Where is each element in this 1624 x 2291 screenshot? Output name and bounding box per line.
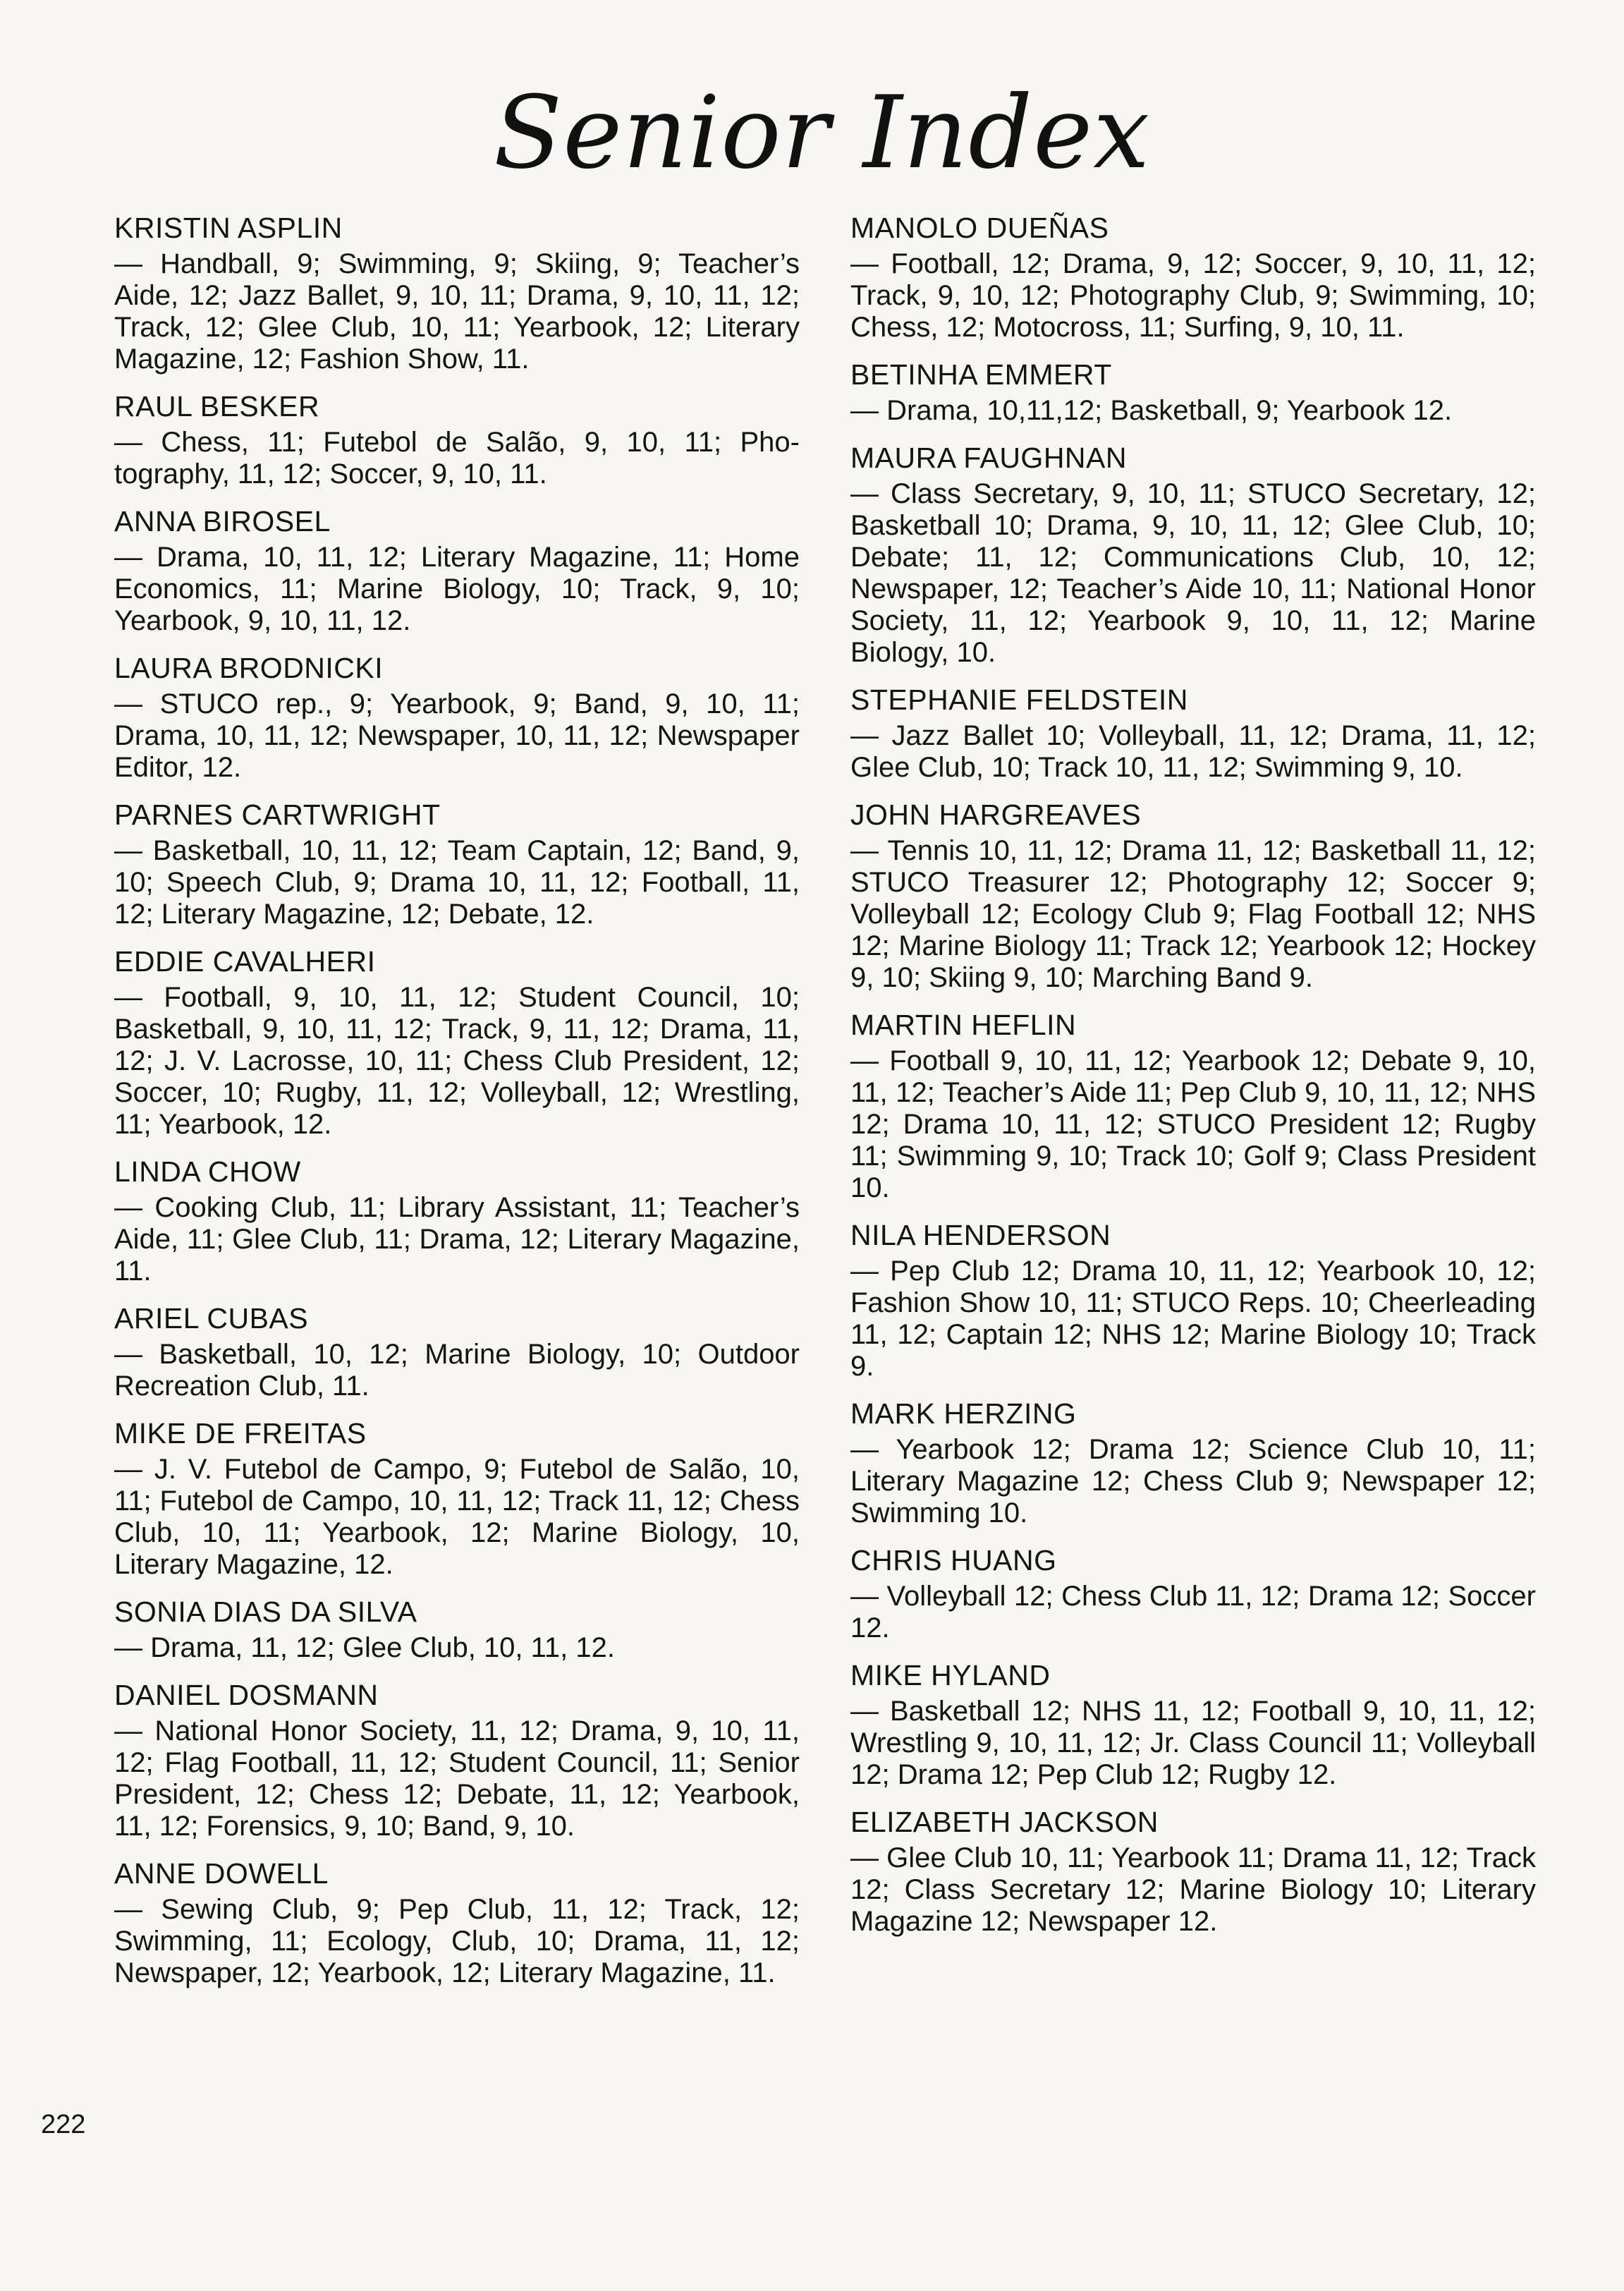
senior-activities: — STUCO rep., 9; Yearbook, 9; Band, 9, 10, 11; Drama, 10, 11, 12; Newspaper, 10, 11, 12; Newspaper Editor, 12. <box>114 688 800 783</box>
senior-activities: — Football, 9, 10, 11, 12; Student Council, 10; Basketball, 9, 10, 11, 12; Track, 9, 11, 12; Drama, 11, 12; J. V. Lacrosse, 10, 11; Chess Club President, 12; Soccer, 10; Rugby, 11, 12; Volleyball, 12; Wrestling, 11; Yearbook, 12. <box>114 982 800 1140</box>
senior-entry <box>114 1417 800 1581</box>
senior-entry <box>850 1397 1536 1529</box>
senior-entry <box>850 1806 1536 1938</box>
senior-activities: — Drama, 10, 11, 12; Literary Magazine, 11; Home Economics, 11; Marine Biology, 10; Track, 9, 10; Yearbook, 9, 10, 11, 12. <box>114 542 800 636</box>
senior-name: MAURA FAUGHNAN <box>850 442 1127 474</box>
senior-activities: — Drama, 10,11,12; Basketball, 9; Yearbook 12. <box>850 395 1453 426</box>
senior-name: LINDA CHOW <box>114 1155 301 1188</box>
senior-name: ARIEL CUBAS <box>114 1302 309 1335</box>
senior-activities: — Drama, 11, 12; Glee Club, 10, 11, 12. <box>114 1632 615 1663</box>
senior-activities: — Class Secretary, 9, 10, 11; STUCO Secretary, 12; Basketball 10; Drama, 9, 10, 11, 12; Glee Club, 10; Debate; 11, 12; Communications Club, 10, 12; Newspaper, 12; Teacher’s Aide 10, 11; National Honor Society, 11, 12; Yearbook 9, 10, 11, 12; Marine Biology, 10. <box>850 478 1536 668</box>
senior-name: BETINHA EMMERT <box>850 358 1112 391</box>
senior-activities: — Football 9, 10, 11, 12; Yearbook 12; Debate 9, 10, 11, 12; Teacher’s Aide 11; Pep Club 9, 10, 11, 12; NHS 12; Drama 10, 11, 12; STUCO President 12; Rugby 11; Swimming 9, 10; Track 10; Golf 9; Class President 10. <box>850 1045 1536 1203</box>
senior-name: ANNA BIROSEL <box>114 505 331 537</box>
senior-activities: — Basketball, 10, 12; Marine Biology, 10; Outdoor Recreation Club, 11. <box>114 1339 800 1402</box>
senior-entry <box>850 1544 1536 1644</box>
senior-entry <box>114 1857 800 1989</box>
senior-entry <box>114 652 800 784</box>
senior-activities: — J. V. Futebol de Campo, 9; Futebol de Salão, 10, 11; Futebol de Campo, 10, 11, 12; Track 11, 12; Chess Club, 10, 11; Yearbook, 12; Marine Biology, 10, Literary Magazine, 12. <box>114 1454 800 1580</box>
right-column <box>850 212 1536 1952</box>
senior-activities: — Sewing Club, 9; Pep Club, 11, 12; Track, 12; Swimming, 11; Ecology, Club, 10; Drama, 11, 12; Newspaper, 12; Yearbook, 12; Literary Magazine, 11. <box>114 1894 800 1988</box>
senior-activities: — Cooking Club, 11; Library Assistant, 11; Teacher’s Aide, 11; Glee Club, 11; Drama, 12; Literary Magazine, 11. <box>114 1192 800 1287</box>
senior-entry <box>850 683 1536 784</box>
senior-name: MARK HERZING <box>850 1397 1077 1430</box>
senior-activities: — Handball, 9; Swimming, 9; Skiing, 9; Teacher’s Aide, 12; Jazz Ballet, 9, 10, 11; Drama, 9, 10, 11, 12; Track, 12; Glee Club, 10, 11; Yearbook, 12; Literary Magazine, 12; Fashion Show, 11. <box>114 248 800 375</box>
senior-activities: — Chess, 11; Futebol de Salão, 9, 10, 11; Photography, 11, 12; Soccer, 9, 10, 11. <box>114 427 800 490</box>
senior-name: LAURA BRODNICKI <box>114 652 384 684</box>
senior-name: MIKE DE FREITAS <box>114 1417 367 1450</box>
senior-name: KRISTIN ASPLIN <box>114 212 343 244</box>
senior-activities: — Glee Club 10, 11; Yearbook 11; Drama 11, 12; Track 12; Class Secretary 12; Marine Biology 10; Literary Magazine 12; Newspaper 12. <box>850 1842 1536 1937</box>
senior-entry <box>114 212 800 375</box>
senior-activities: — Volleyball 12; Chess Club 11, 12; Drama 12; Soccer 12. <box>850 1581 1536 1643</box>
senior-activities: — Pep Club 12; Drama 10, 11, 12; Yearbook 10, 12; Fashion Show 10, 11; STUCO Reps. 10; Cheerleading 11, 12; Captain 12; NHS 12; Marine Biology 10; Track 9. <box>850 1256 1536 1382</box>
senior-activities: — Football, 12; Drama, 9, 12; Soccer, 9, 10, 11, 12; Track, 9, 10, 12; Photography Club, 9; Swimming, 10; Chess, 12; Motocross, 11; Surfing, 9, 10, 11. <box>850 248 1536 343</box>
senior-entry <box>850 1219 1536 1382</box>
senior-name: ELIZABETH JACKSON <box>850 1806 1159 1838</box>
senior-name: EDDIE CAVALHERI <box>114 945 376 978</box>
senior-name: ANNE DOWELL <box>114 1857 329 1890</box>
senior-name: DANIEL DOSMANN <box>114 1679 379 1711</box>
senior-activities: — Jazz Ballet 10; Volleyball, 11, 12; Drama, 11, 12; Glee Club, 10; Track 10, 11, 12; Swimming 9, 10. <box>850 720 1536 783</box>
senior-entry <box>114 1596 800 1664</box>
senior-entry <box>114 798 800 930</box>
senior-name: PARNES CARTWRIGHT <box>114 798 441 831</box>
senior-name: NILA HENDERSON <box>850 1219 1111 1251</box>
senior-entry <box>850 1009 1536 1204</box>
senior-name: MARTIN HEFLIN <box>850 1009 1077 1041</box>
senior-entry <box>850 1659 1536 1791</box>
senior-activities: — Yearbook 12; Drama 12; Science Club 10, 11; Literary Magazine 12; Chess Club 9; Newspaper 12; Swimming 10. <box>850 1434 1536 1529</box>
senior-name: RAUL BESKER <box>114 390 320 423</box>
senior-entry <box>114 1679 800 1842</box>
senior-entry <box>850 798 1536 994</box>
senior-entry <box>850 212 1536 344</box>
senior-entry <box>114 945 800 1141</box>
left-column <box>114 212 800 2004</box>
senior-name: STEPHANIE FELDSTEIN <box>850 683 1188 716</box>
senior-name: SONIA DIAS DA SILVA <box>114 1596 417 1628</box>
senior-entry <box>114 1155 800 1287</box>
senior-name: CHRIS HUANG <box>850 1544 1057 1576</box>
senior-name: MIKE HYLAND <box>850 1659 1051 1691</box>
senior-name: JOHN HARGREAVES <box>850 798 1142 831</box>
page-title: Senior Index <box>494 75 1151 191</box>
senior-entry <box>114 1302 800 1402</box>
senior-activities: — Tennis 10, 11, 12; Drama 11, 12; Basketball 11, 12; STUCO Treasurer 12; Photography 12; Soccer 9; Volleyball 12; Ecology Club 9; Flag Football 12; NHS 12; Marine Biology 11; Track 12; Yearbook 12; Hockey 9, 10; Skiing 9, 10; Marching Band 9. <box>850 835 1536 993</box>
senior-name: MANOLO DUEÑAS <box>850 212 1109 244</box>
senior-entry <box>850 442 1536 669</box>
senior-activities: — Basketball 12; NHS 11, 12; Football 9, 10, 11, 12; Wrestling 9, 10, 11, 12; Jr. Class Council 11; Volleyball 12; Drama 12; Pep Club 12; Rugby 12. <box>850 1696 1536 1790</box>
senior-activities: — Basketball, 10, 11, 12; Team Captain, 12; Band, 9, 10; Speech Club, 9; Drama 10, 11, 12; Football, 11, 12; Literary Magazine, 12; Debate, 12. <box>114 835 800 930</box>
senior-entry <box>850 358 1536 427</box>
senior-activities: — National Honor Society, 11, 12; Drama, 9, 10, 11, 12; Flag Football, 11, 12; Student Council, 11; Senior President, 12; Chess 12; Debate, 11, 12; Yearbook, 11, 12; Forensics, 9, 10; Band, 9, 10. <box>114 1715 800 1842</box>
senior-entry <box>114 505 800 637</box>
senior-entry <box>114 390 800 490</box>
page-number: 222 <box>41 2110 86 2139</box>
